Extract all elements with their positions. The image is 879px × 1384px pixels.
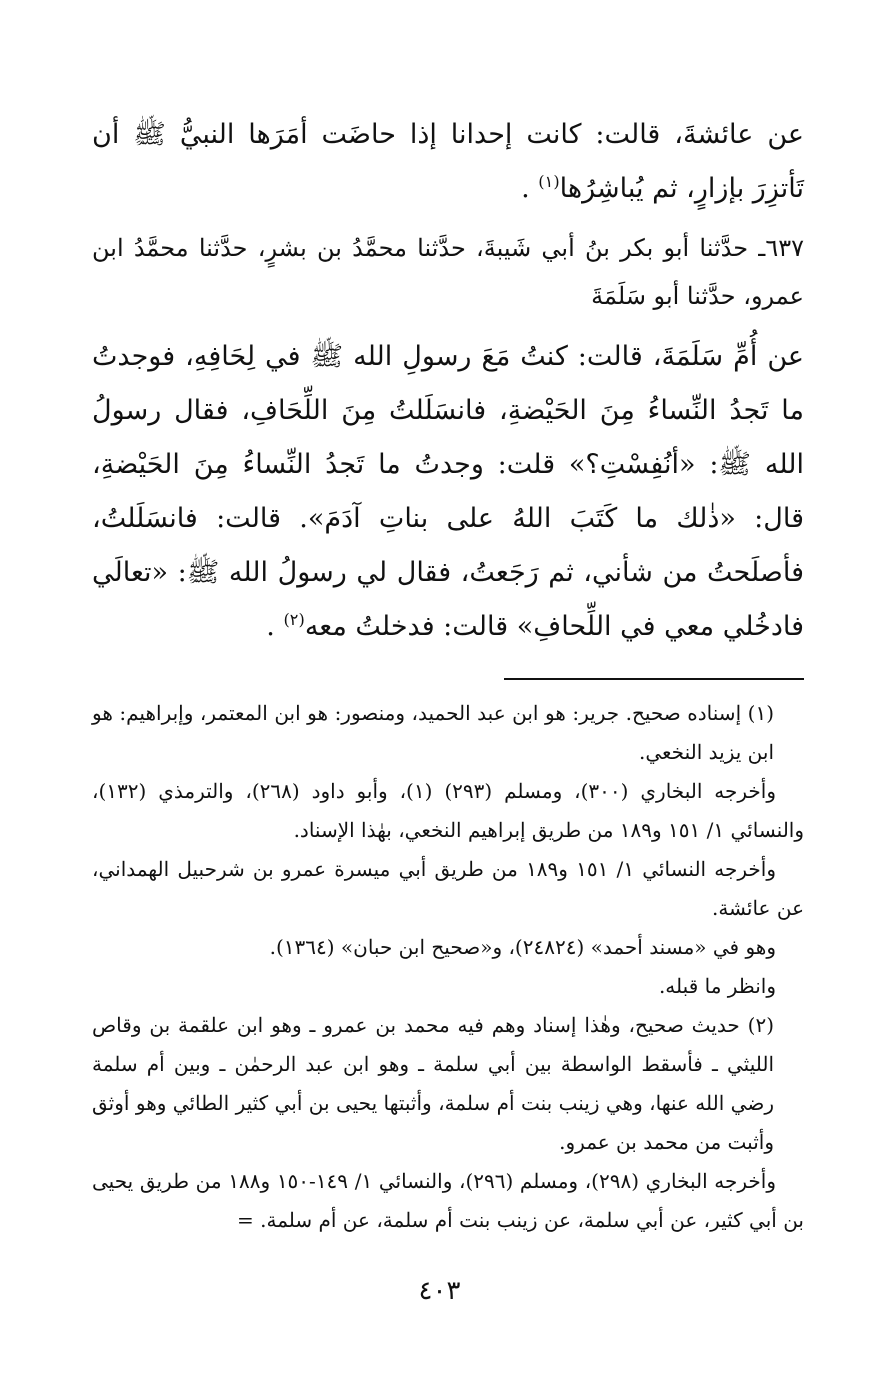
hadith-636-continuation [92,108,804,216]
footnotes [92,694,804,1240]
footnote-ref-2: (٢) [283,610,305,629]
footnote-1-line: وأخرجه النسائي ١/ ١٥١ و١٨٩ من طريق أبي ميسرة عمرو بن شرحبيل الهمداني، عن عائشة. [92,857,804,920]
hadith-637-matn [92,330,804,654]
paragraph-text: عن أُمِّ سَلَمَةَ، قالت: كنتُ مَعَ رسولِ الله ﷺ في لِحَافِهِ، فوجدتُ ما تَجدُ النِّساءُ مِنَ الحَيْضةِ، فانسَلَلتُ مِنَ اللِّحَافِ، فقال رسولُ الله ﷺ: «أنُفِسْتِ؟» قلت: وجدتُ ما تَجدُ النِّساءُ مِنَ الحَيْضةِ، قال: «ذٰلك ما كَتَبَ اللهُ على بناتِ آدَمَ». قالت: فانسَلَلتُ، فأصلَحتُ من شأني، ثم رَجَعتُ، فقال لي رسولُ الله ﷺ: «تعالَي فادخُلي معي في اللِّحافِ» قالت: فدخلتُ معه [92,341,804,642]
main-text [92,108,804,654]
paragraph-text: عن عائشةَ، قالت: كانت إحدانا إذا حاضَت أمَرَها النبيُّ ﷺ أن تَأتزِرَ بإزارٍ، ثم يُباشِرُها [92,119,804,204]
paragraph-end: . [266,611,275,642]
footnote-1-line: وهو في «مسند أحمد» (٢٤٨٢٤)، و«صحيح ابن حبان» (١٣٦٤). [269,935,776,959]
footnote-1-line: وأخرجه البخاري (٣٠٠)، ومسلم (٢٩٣) (١)، وأبو داود (٢٦٨)، والترمذي (١٣٢)، والنسائي ١/ ١٥١ و١٨٩ من طريق إبراهيم النخعي، بهٰذا الإسناد. [92,779,804,842]
footnote-separator [504,678,804,680]
footnote-ref-1: (١) [538,172,560,191]
paragraph-end: . [521,173,530,204]
hadith-637-isnad: ٦٣٧ـ حدَّثنا أبو بكر بنُ أبي شَيبةَ، حدَّثنا محمَّدُ بن بشرٍ، حدَّثنا محمَّدُ ابن عمرو، حدَّثنا أبو سَلَمَةَ [92,234,804,310]
footnote-2: (٢) حديث صحيح، وهٰذا إسناد وهم فيه محمد بن عمرو ـ وهو ابن علقمة بن وقاص الليثي ـ فأسقط الواسطة بين أبي سلمة ـ وهو ابن عبد الرحمٰن ـ وبين أم سلمة رضي الله عنها، وهي زينب بنت أم سلمة، وأثبتها يحيى بن أبي كثير الطائي وهو أوثق وأثبت من محمد بن عمرو. [92,1013,774,1154]
page-number: ٤٠٣ [418,1276,461,1306]
footnote-1-line: وانظر ما قبله. [658,974,776,998]
book-page [92,108,804,1240]
footnote-1: (١) إسناده صحيح. جرير: هو ابن عبد الحميد، ومنصور: هو ابن المعتمر، وإبراهيم: هو ابن يزيد النخعي. [92,701,774,764]
footnote-2-line: وأخرجه البخاري (٢٩٨)، ومسلم (٢٩٦)، والنسائي ١/ ١٤٩-١٥٠ و١٨٨ من طريق يحيى بن أبي كثير، عن أبي سلمة، عن زينب بنت أم سلمة، عن أم سلمة. = [92,1169,804,1232]
